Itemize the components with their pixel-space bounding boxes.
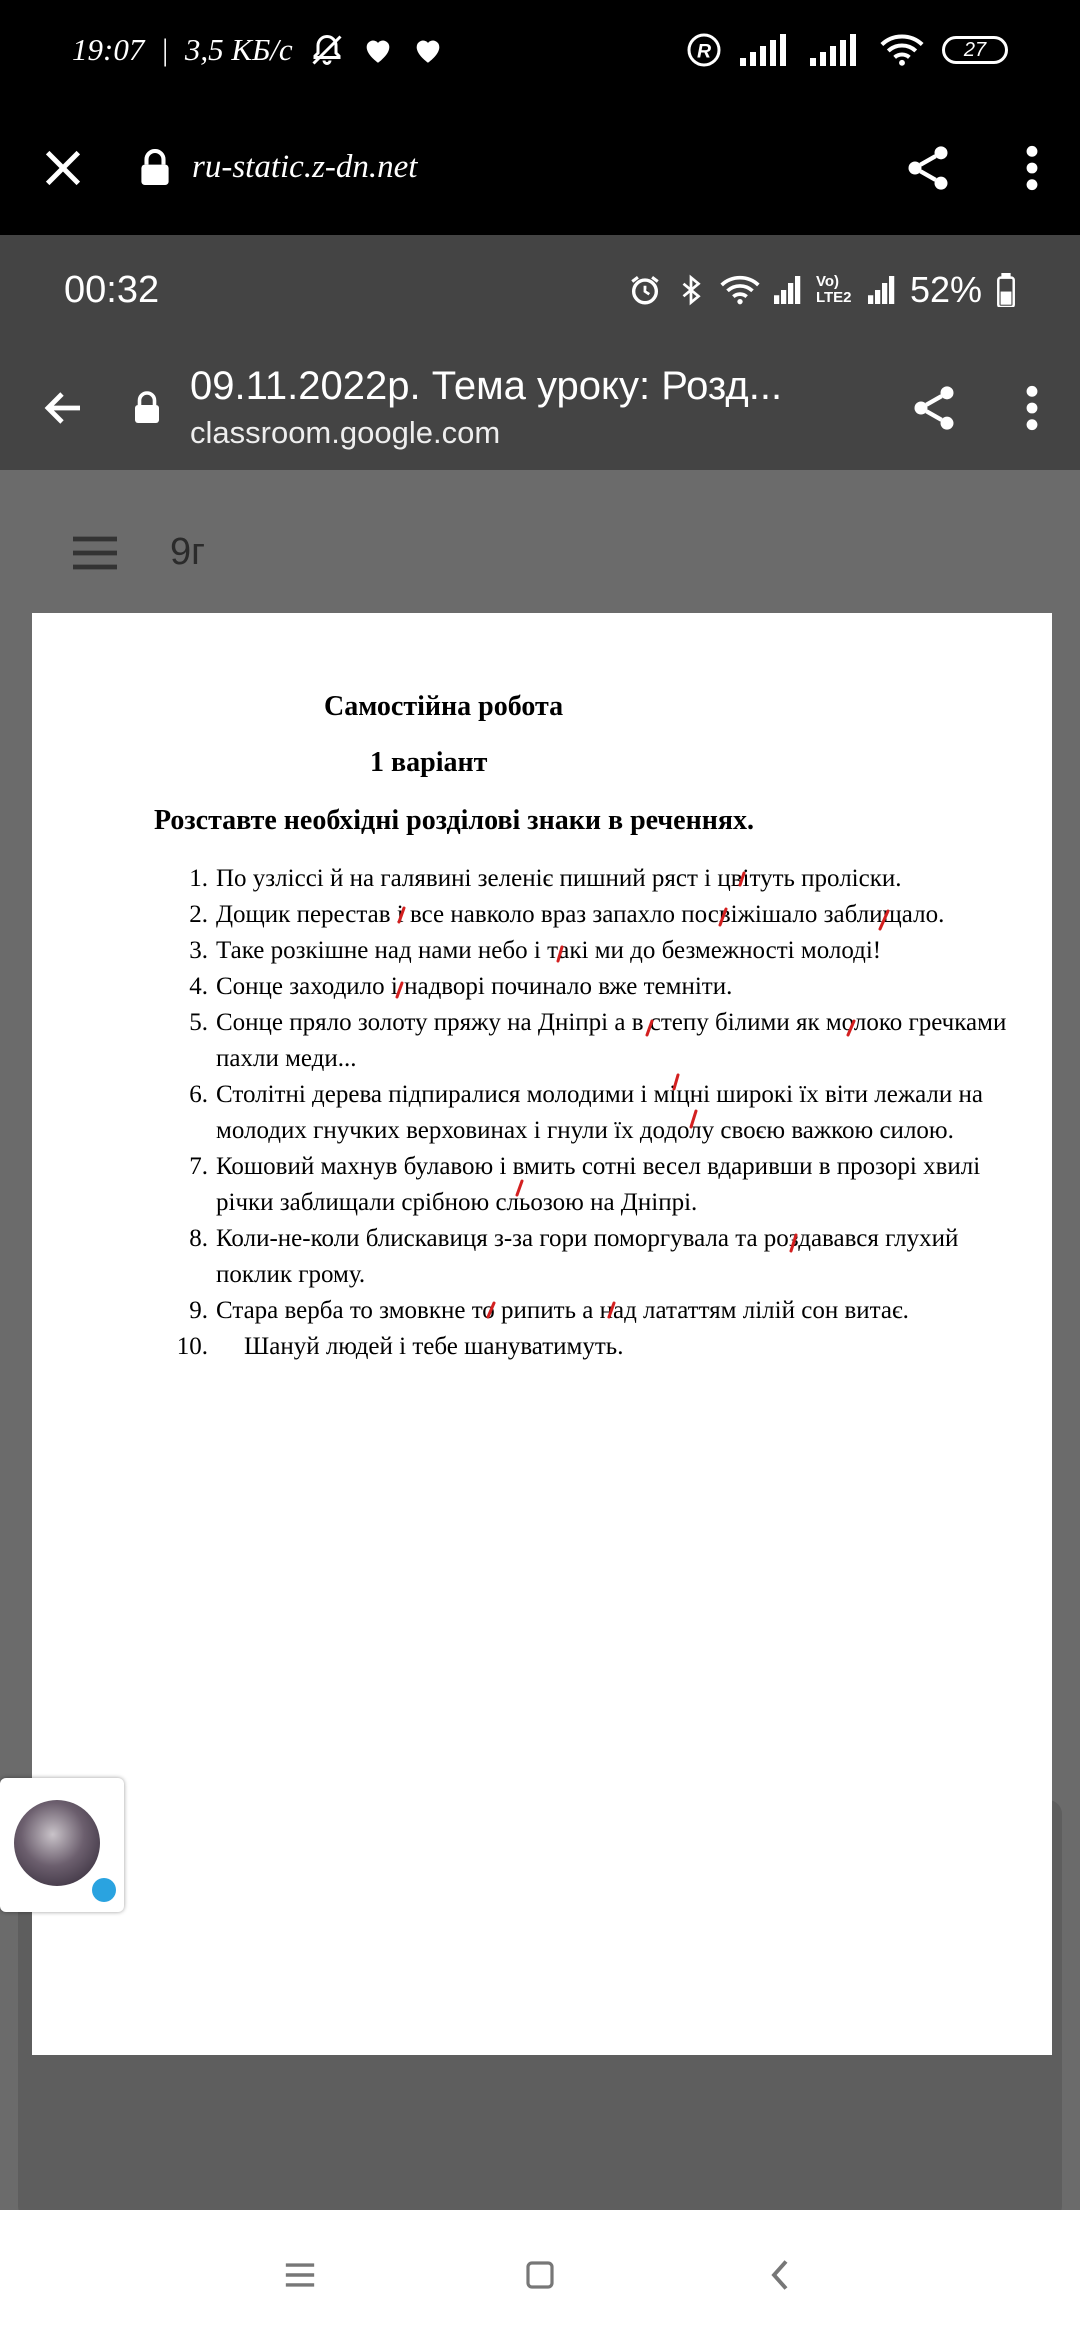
outer-clock: 19:07 (72, 32, 145, 67)
battery-icon (996, 273, 1016, 307)
alarm-icon (628, 273, 662, 307)
class-name: 9г (170, 531, 205, 573)
battery-percent: 52% (909, 269, 982, 310)
recent-apps-button[interactable] (180, 2261, 420, 2289)
list-item: 2. Дощик перестав і все навколо враз запахло посвіжішало заблищало. (189, 901, 945, 928)
list-item: 8. Коли-не-коли блискавиця з-за гори поморгувала та роздавався глухий поклик грому. (189, 1225, 959, 1288)
wifi-icon (720, 274, 760, 306)
telegram-icon (92, 1878, 116, 1902)
signal-icon (810, 34, 862, 66)
worksheet-task: Розставте необхідні розділові знаки в реченнях. (154, 805, 755, 836)
list-item: 4. Сонце заходило і надворі починало вже темніти. (189, 973, 733, 1000)
page-domain: classroom.google.com (190, 415, 501, 450)
network-label: Vo) LTE2 (815, 273, 852, 306)
share-icon[interactable] (902, 141, 954, 195)
more-vert-icon[interactable] (1024, 383, 1040, 433)
floating-chat-bubble[interactable] (0, 1778, 124, 1912)
menu-icon[interactable] (70, 535, 120, 571)
list-item: 1. По узліссі й на галявині зеленіє пишний ряст і цвітуть проліски. (189, 865, 902, 892)
list-item: 10. Шануй людей і тебе шануватимуть. (176, 1333, 624, 1360)
home-button[interactable] (420, 2259, 660, 2291)
heart-icon (361, 33, 395, 67)
inner-status-bar (0, 235, 1080, 345)
wifi-icon (880, 33, 924, 67)
worksheet-image[interactable] (32, 613, 1052, 2055)
handwritten-comma-marks (32, 613, 1052, 2055)
worksheet-variant: 1 варіант (370, 747, 488, 778)
classroom-header (0, 470, 1080, 635)
back-button[interactable] (660, 2257, 900, 2293)
outer-url-text[interactable]: ru-static.z-dn.net (192, 149, 418, 185)
signal-icon (774, 275, 802, 305)
signal-icon (740, 34, 792, 66)
svg-text:R: R (696, 40, 712, 63)
back-arrow-icon[interactable] (40, 384, 88, 432)
lock-icon (132, 390, 162, 426)
registered-icon (686, 32, 722, 68)
list-item: 6. Столітні дерева підпиралися молодими і міцні широкі їх віти лежали на молодих гнучких верховинах і гнули їх додолу своєю важкою силою. (189, 1081, 984, 1144)
chevron-left-icon (766, 2257, 794, 2293)
menu-icon (283, 2261, 317, 2289)
share-icon[interactable] (908, 381, 960, 435)
bell-off-icon (309, 32, 345, 68)
avatar (14, 1800, 100, 1886)
bluetooth-icon (676, 273, 706, 307)
outer-url-bar (0, 100, 1080, 235)
inner-url-text[interactable] (190, 364, 782, 451)
outer-status-bar: 19:07 | 3,5 КБ/с R 27 (0, 0, 1080, 100)
inner-url-bar (0, 345, 1080, 470)
close-icon[interactable] (40, 145, 86, 191)
list-item: 9. Стара верба то змовкне то рипить а над лататтям лілій сон витає. (189, 1297, 909, 1324)
signal-icon (868, 275, 896, 305)
worksheet-title: Самостійна робота (324, 691, 564, 722)
battery-indicator: 27 (942, 36, 1008, 64)
system-nav-bar (0, 2210, 1080, 2340)
list-item: 5. Сонце пряло золоту пряжу на Дніпрі а в степу білими як молоко гречками пахли меди... (189, 1009, 1007, 1072)
page-title: 09.11.2022р. Тема уроку: Розд... (190, 364, 783, 408)
square-icon (524, 2259, 556, 2291)
list-item: 3. Таке розкішне над нами небо і такі ми до безмежності молоді! (189, 937, 882, 964)
more-vert-icon[interactable] (1024, 143, 1040, 193)
list-item: 7. Кошовий махнув булавою і вмить сотні весел вдаривши в прозорі хвилі річки заблищали срібною сльозою на Дніпрі. (189, 1153, 981, 1216)
lock-icon (138, 149, 172, 187)
heart-icon (411, 33, 445, 67)
inner-clock: 00:32 (64, 268, 160, 311)
inner-screenshot (0, 235, 1080, 2210)
network-speed: 3,5 КБ/с (184, 32, 293, 67)
